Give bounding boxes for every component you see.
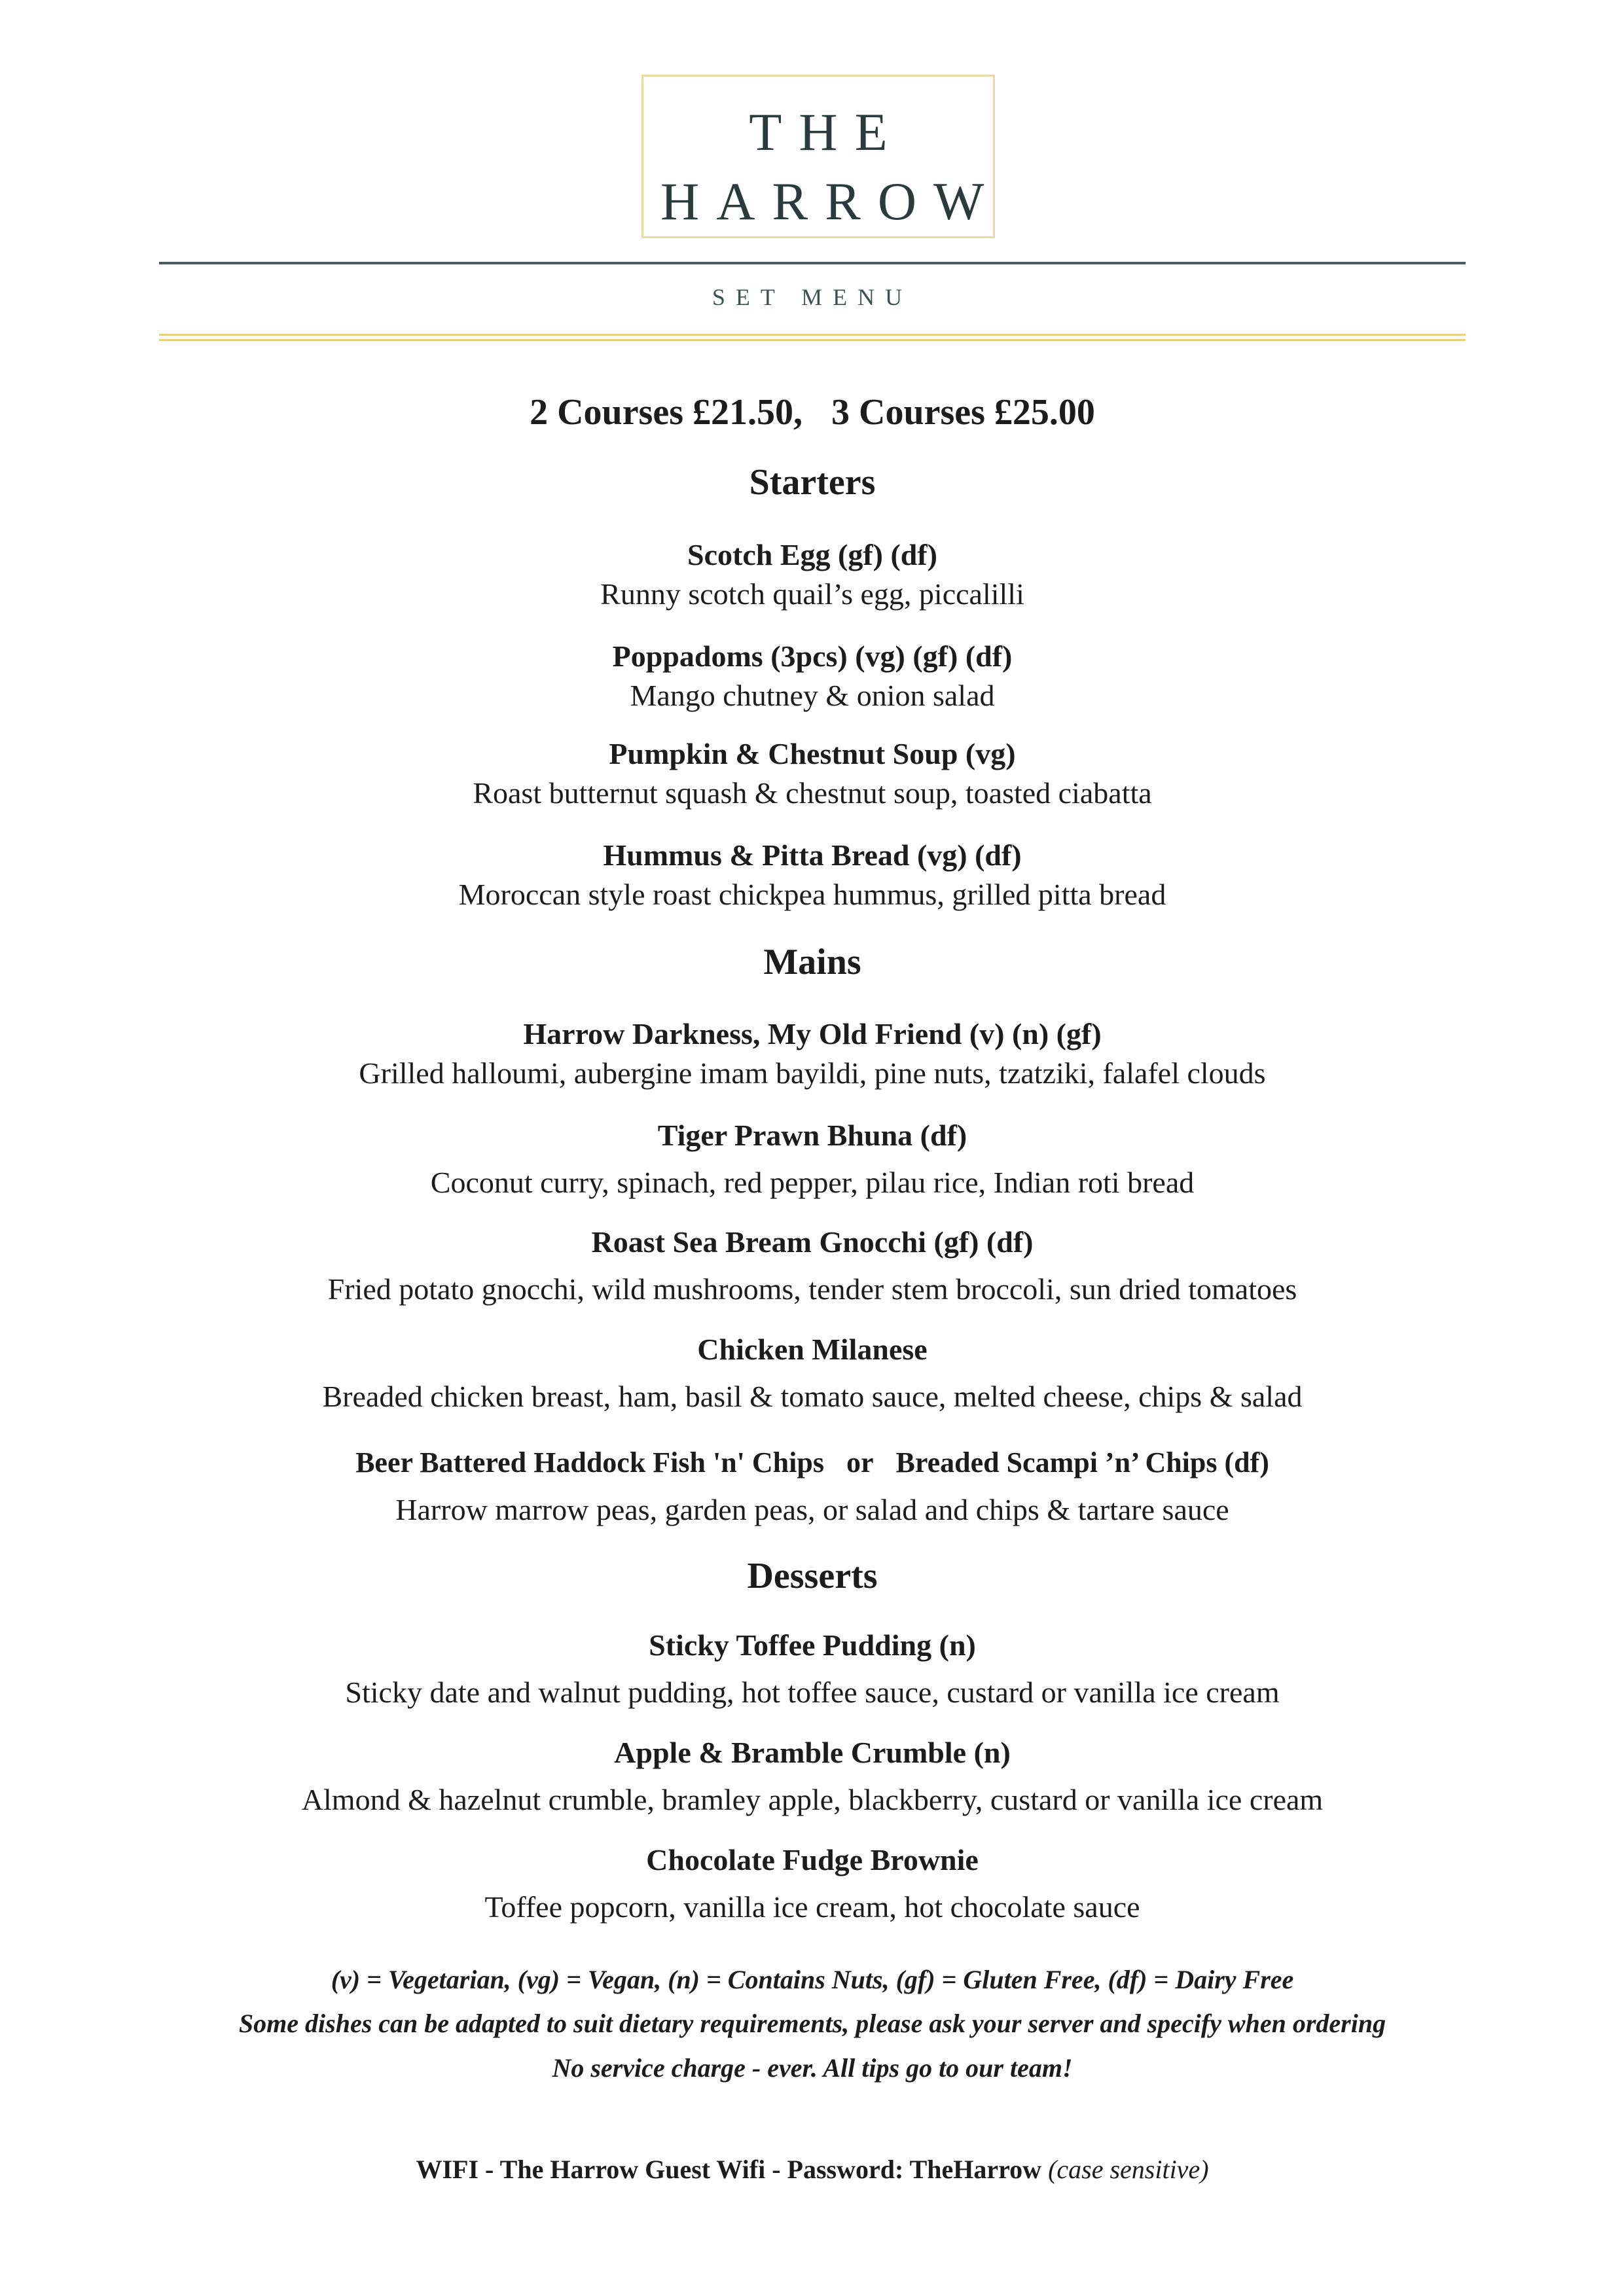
menu-item-name: Sticky Toffee Pudding (n) (649, 1628, 976, 1662)
price-three-courses: 3 Courses £25.00 (831, 392, 1095, 433)
service-note: No service charge - ever. All tips go to our team! (552, 2053, 1073, 2083)
menu-item-name: Chocolate Fudge Brownie (646, 1843, 979, 1876)
menu-item-description: Runny scotch quail’s egg, piccalilli (600, 577, 1024, 611)
menu-item-name: Roast Sea Bream Gnocchi (gf) (df) (591, 1225, 1034, 1259)
logo-line-harrow: HARROW (660, 171, 1001, 231)
logo-line-the: THE (749, 102, 905, 162)
menu-item-description: Breaded chicken breast, ham, basil & tomato sauce, melted cheese, chips & salad (322, 1380, 1303, 1413)
starter-item (159, 535, 1466, 614)
mains-section (159, 936, 1466, 988)
main-item (159, 1223, 1466, 1309)
menu-item-description: Grilled halloumi, aubergine imam bayildi, pine nuts, tzatziki, falafel clouds (359, 1056, 1266, 1090)
dietary-note: Some dishes can be adapted to suit dietary requirements, please ask your server and specify when ordering (238, 2009, 1386, 2038)
menu-item-name: Pumpkin & Chestnut Soup (vg) (609, 737, 1016, 770)
menu-subtitle: SET MENU (712, 284, 913, 310)
starters-section (159, 456, 1466, 509)
desserts-title: Desserts (747, 1556, 878, 1596)
menu-item-description: Sticky date and walnut pudding, hot toffee sauce, custard or vanilla ice cream (345, 1676, 1280, 1709)
wifi-details: WIFI - The Harrow Guest Wifi - Password: TheHarrow (416, 2155, 1042, 2184)
menu-item-name: Chicken Milanese (697, 1333, 928, 1366)
starters-title: Starters (749, 462, 876, 503)
fish-options (159, 1443, 1466, 1482)
menu-item-name: Apple & Bramble Crumble (n) (614, 1736, 1011, 1769)
menu-item-description: Harrow marrow peas, garden peas, or salad and chips & tartare sauce (395, 1493, 1229, 1526)
logo (641, 75, 1001, 238)
menu-item-description: Roast butternut squash & chestnut soup, toasted ciabatta (473, 776, 1152, 810)
main-item (159, 1116, 1466, 1202)
main-item-fish (159, 1443, 1466, 1530)
dessert-item (159, 1733, 1466, 1820)
fish-option-haddock: Beer Battered Haddock Fish 'n' Chips (355, 1446, 824, 1479)
dessert-item (159, 1626, 1466, 1712)
menu-item-description: Toffee popcorn, vanilla ice cream, hot chocolate sauce (484, 1890, 1140, 1924)
gold-divider-lower (159, 339, 1466, 341)
menu-item-name: Hummus & Pitta Bread (vg) (df) (603, 838, 1022, 872)
menu-item-description: Mango chutney & onion salad (630, 679, 995, 712)
course-prices (159, 386, 1466, 439)
menu-item-name: Harrow Darkness, My Old Friend (v) (n) (gf) (523, 1017, 1102, 1050)
fish-or-label: or (846, 1446, 874, 1479)
starter-item (159, 734, 1466, 813)
dessert-item (159, 1840, 1466, 1927)
dietary-legend: (v) = Vegetarian, (vg) = Vegan, (n) = Contains Nuts, (gf) = Gluten Free, (df) = Dairy Free (331, 1965, 1294, 1994)
menu-item-name: Poppadoms (3pcs) (vg) (gf) (df) (612, 639, 1013, 673)
menu-item-description: Almond & hazelnut crumble, bramley apple, blackberry, custard or vanilla ice cream (301, 1783, 1324, 1816)
menu-item-description: Coconut curry, spinach, red pepper, pilau rice, Indian roti bread (430, 1166, 1195, 1199)
desserts-section (159, 1550, 1466, 1602)
menu-item-description: Fried potato gnocchi, wild mushrooms, tender stem broccoli, sun dried tomatoes (327, 1272, 1297, 1306)
menu-item-name: Tiger Prawn Bhuna (df) (657, 1119, 967, 1152)
wifi-info (159, 2152, 1466, 2187)
header-divider (159, 262, 1466, 264)
fish-option-scampi: Breaded Scampi ’n’ Chips (df) (895, 1446, 1269, 1479)
main-item (159, 1330, 1466, 1416)
price-two-courses: 2 Courses £21.50, (530, 392, 803, 433)
starter-item (159, 836, 1466, 914)
menu-item-description: Moroccan style roast chickpea hummus, grilled pitta bread (458, 878, 1166, 911)
mains-title: Mains (763, 942, 861, 982)
wifi-case-note: (case sensitive) (1048, 2155, 1209, 2184)
main-item (159, 1014, 1466, 1093)
gold-divider-upper (159, 334, 1466, 336)
starter-item (159, 637, 1466, 715)
menu-item-name: Scotch Egg (gf) (df) (687, 538, 937, 571)
